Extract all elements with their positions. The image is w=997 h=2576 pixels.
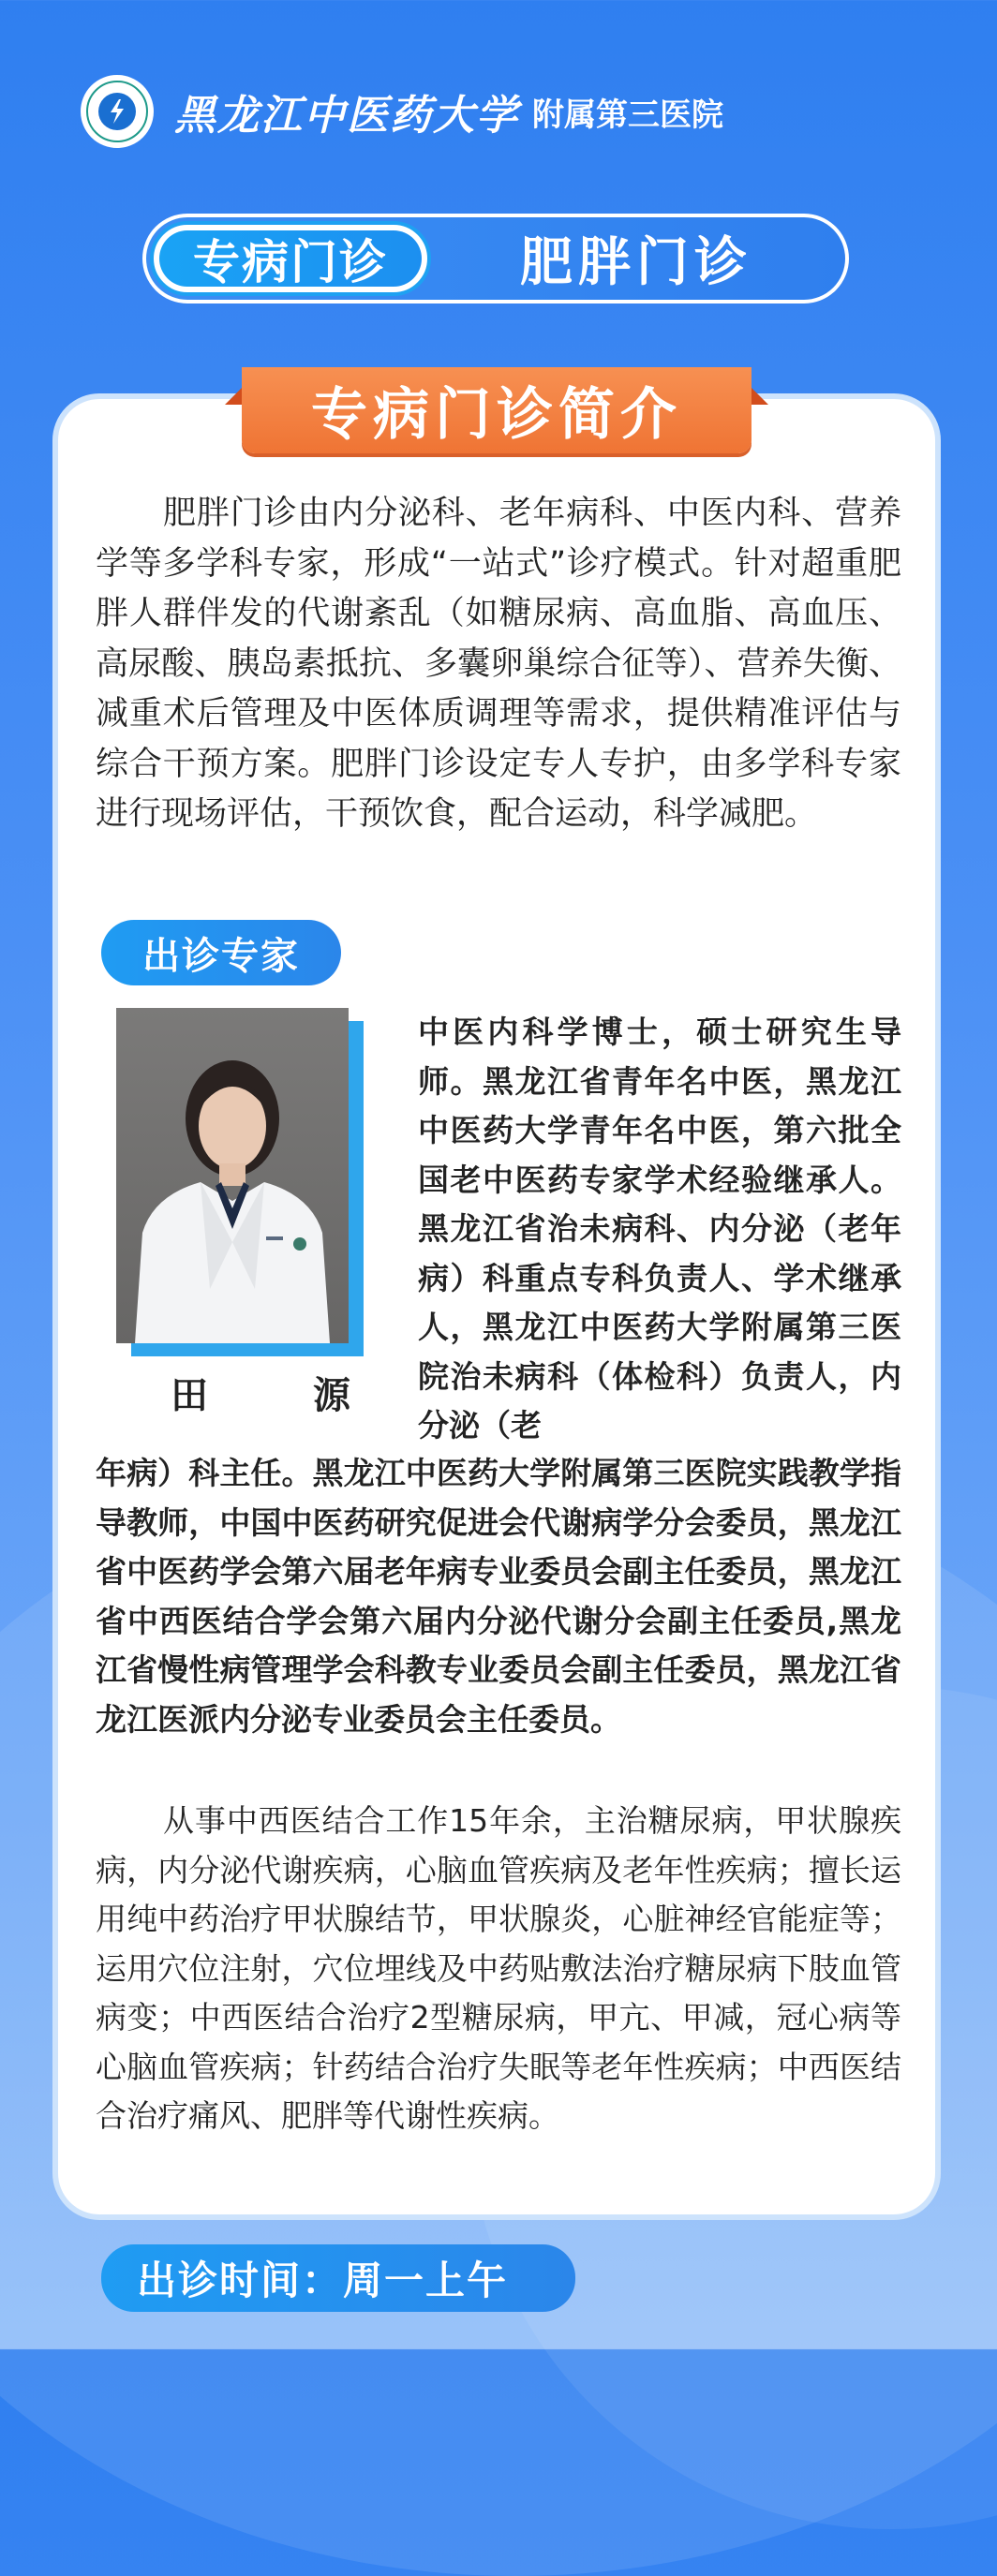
clinic-title: 肥胖门诊 bbox=[520, 232, 752, 293]
section-heading: 专病门诊简介 bbox=[242, 367, 751, 453]
doctor-bio-part1: 中医内科学博士，硕士研究生导师。黑龙江省青年名中医，黑龙江中医药大学青年名中医，第六批全国老中医药专家学术经验继承人。黑龙江省治未病科、内分泌（老年病）科重点专科负责人、学术继承人，黑龙江中医药大学附属第三医院治未病科（体检科）负责人，内分泌（老 bbox=[418, 1014, 901, 1443]
university-name: 黑龙江中医药大学 bbox=[174, 92, 519, 140]
clinic-introduction: 肥胖门诊由内分泌科、老年病科、中医内科、营养学等多学科专家，形成“一站式”诊疗模式。针对超重肥胖人群伴发的代谢紊乱（如糖尿病、高血脂、高血压、高尿酸、胰岛素抵抗、多囊卵巢综合征等）、营养失衡、减重术后管理及中医体质调理等需求，提供精准评估与综合干预方案。肥胖门诊设定专人专护，由多学科专家进行现场评估，干预饮食，配合运动，科学减肥。 bbox=[96, 495, 901, 833]
doctor-bio-part2: 年病）科主任。黑龙江中医药大学附属第三医院实践教学指导教师，中国中医药研究促进会代谢病学分会委员，黑龙江省中医药学会第六届老年病专业委员会副主任委员，黑龙江省中西医结合学会第六届内分泌代谢分会副主任委员,黑龙江省慢性病管理学会科教专业委员会副主任委员，黑龙江省龙江医派内分泌专业委员会主任委员。 bbox=[96, 1455, 901, 1738]
header bbox=[81, 75, 723, 148]
university-logo bbox=[81, 75, 154, 148]
section-banner bbox=[225, 367, 768, 461]
doctor-specialty: 从事中西医结合工作15年余，主治糖尿病，甲状腺疾病，内分泌代谢疾病，心脑血管疾病及老年性疾病；擅长运用纯中药治疗甲状腺结节，甲状腺炎，心脏神经官能症等；运用穴位注射，穴位埋线及中药贴敷法治疗糖尿病下肢血管病变；中西医结合治疗2型糖尿病，甲亢、甲减，冠心病等心脑血管疾病；针药结合治疗失眠等老年性疾病；中西医结合治疗痛风、肥胖等代谢性疾病。 bbox=[96, 1802, 901, 2134]
experts-label: 出诊专家 bbox=[101, 920, 341, 985]
doctor-name: 田 源 bbox=[171, 1374, 384, 1417]
schedule-label: 出诊时间：周一上午 bbox=[101, 2244, 575, 2312]
category-label: 专病门诊 bbox=[159, 230, 422, 287]
title-bar bbox=[142, 214, 849, 303]
category-badge bbox=[150, 221, 431, 296]
doctor-photo bbox=[116, 1008, 349, 1343]
hospital-name: 附属第三医院 bbox=[532, 96, 723, 134]
